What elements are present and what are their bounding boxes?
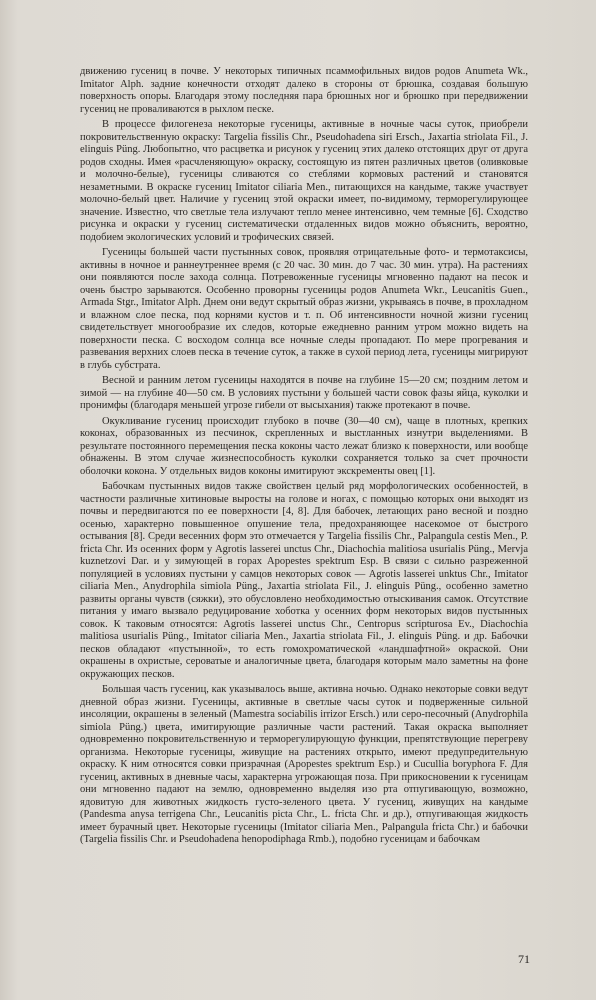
paragraph-4: Весной и ранним летом гусеницы находятся в почве на глубине 15—20 см; поздним летом и зимой — на глубине 40—50 см. В условиях пустыни у большей части совок фазы яйца, куколки и пронимфы (благодаря меньшей угрозе гибели от высыхания) также протекают в почве.: [80, 375, 528, 411]
body-text: [80, 66, 528, 850]
paragraph-2: В процессе филогенеза некоторые гусеницы, активные в ночные часы суток, приобрели покровительственную окраску: Targelia fissilis Chr., Pseudohadena siri Ersch., Jaxartia striolata Fil., J. elinguis Püng. Любопытно, что расцветка и рисунок у гусениц этих далеко отстоящих друг от друга родов сходны. Имея «расчленяющую» окраску, состоящую из пятен различных цветов (оливковые и молочно-белые), гусеницы сливаются со стеблями кормовых растений и становятся незаметными. В окраске гусениц Imitator ciliaria Men., питающихся на кандыме, также участвует молочно-белый цвет. Наличие у гусениц этой окраски имеет, по-видимому, терморегулирующее значение. Известно, что светлые тела излучают тепло менее интенсивно, чем темные [6]. Сходство рисунка и окраски у гусениц систематически отдаленных видов можно объяснить, вероятно, подобием экологических условий и трофических связей.: [80, 119, 528, 243]
paragraph-6: Бабочкам пустынных видов также свойствен целый ряд морфологических особенностей, в частности различные хитиновые выросты на голове и ногах, с помощью которых они выходят из почвы и передвигаются по ее поверхности [4, 8]. Для бабочек, летающих рано весной и поздно осенью, характерно повышенное опушение тела, предохраняющее насекомое от быстрого остывания [8]. Среди весенних форм это отмечается у Targelia fissilis Chr., Palpangula cestis Men., P. fricta Chr. Из осенних форм у Agrotis lasserei unctus Chr., Diachochia malitiosa usurialis Püng., Mervja kuznetzovi Dar. и у зимующей в горах Apopestes spektrum Esp. В связи с сильно разреженной популяцией в условиях пустыни у самцов некоторых совок — Agrotis lasserei unktus Chr., Imitator ciliaria Men., Anydrophila simiola Püng., Jaxartia striolata Fil., J. elinguis Püng., особенно заметно развиты органы чувств (сяжки), это обусловлено необходимостью отыскивания самок. Отсутствие питания у имаго вызвало редуцирование хоботка у осенних форм некоторых видов пустынных совок. К таковым относятся: Agrotis lasserei unctus Chr., Centropus scripturosa Ev., Diachochia malitiosa usurialis Püng., Imitator ciliaria Men., Jaxartia striolata Fil., J. elinguis Püng. и др. Бабочки песков обладают «пустынной», то есть гомохроматической «ландшафтной» окраской. Они окрашены в охристые, сероватые и аналогичные цвета, благодаря которым мало заметны на фоне окружающих песков.: [80, 481, 528, 680]
paragraph-1: движению гусениц в почве. У некоторых типичных псаммофильных видов родов Anumeta Wk., Imitator Alph. задние конечности отходят далеко в стороны от брюшка, создавая большую поверхность опоры. Благодаря этому последняя пара брюшных ног и брюшко при передвижении гусениц не проваливаются в рыхлом песке.: [80, 66, 528, 115]
paragraph-3: Гусеницы большей части пустынных совок, проявляя отрицательные фото- и термотаксисы, активны в ночное и раннеутреннее время (с 20 час. 30 мин. до 7 час. 30 мин. утра). На растениях они появляются после захода солнца. Потревоженные гусеницы мгновенно падают на песок и очень быстро зарываются. Особенно проворны гусеницы родов Anumeta Wkr., Leucanitis Guen., Armada Stgr., Imitator Alph. Днем они ведут скрытый образ жизни, укрываясь в почве, в прохладном и влажном слое песка, под корнями кустов и т. п. Об интенсивности ночной жизни гусениц свидетельствует многообразие их следов, которые ежедневно ранним утром можно видеть на поверхности песка. С восходом солнца все ночные следы пропадают. По мере прогревания и развевания верхних слоев песка в течение суток, а также в сухой период лета, гусеницы мигрируют в глубь субстрата.: [80, 247, 528, 371]
paragraph-7: Большая часть гусениц, как указывалось выше, активна ночью. Однако некоторые совки ведут дневной образ жизни. Гусеницы, активные в светлые часы суток и подверженные сильной инсоляции, окрашены в зеленый (Mamestra sociabilis irrizor Ersch.) или серо-песочный (Anydrophila simiola Püng.) цвета, имитирующие различные части растений. Такая окраска выполняет одновременно покровительственную и терморегулирующую функции, препятствующие перегреву организма. Некоторые гусеницы, живущие на растениях открыто, имеют предупредительную окраску. К ним относятся совки призрачная (Apopestes spektrum Esp.) и Cucullia boryphora F. Для гусениц, активных в дневные часы, характерна угрожающая поза. При прикосновении к гусеницам они мгновенно падают на землю, одновременно выделяя изо рта отпугивающую, возможно, ядовитую для животных жидкость густо-зеленого цвета. У гусениц, живущих на кандыме (Pandesma anysa terrigena Chr., Leucanitis picta Chr., L. fricta Chr. и др.), отпугивающая жидкость имеет бурачный цвет. Некоторые гусеницы (Imitator ciliaria Men., Palpangula fricta Chr.) и бабочки (Targelia fissilis Chr. и Pseudohadena henopodiphaga Rmb.), подобно гусеницам и бабочкам: [80, 684, 528, 845]
page-number: 71: [518, 952, 530, 966]
paragraph-5: Окукливание гусениц происходит глубоко в почве (30—40 см), чаще в плотных, крепких коконах, образованных из песчинок, скрепленных и выстланных изнутри выделениями. В результате постоянного перемещения песка коконы часто лежат близко к поверхности, или вообще обнажены. В этом случае жизнеспособность куколки сохраняется только за счет прочности оболочки кокона. У отдельных видов коконы имитируют экскременты овец [1].: [80, 415, 528, 477]
